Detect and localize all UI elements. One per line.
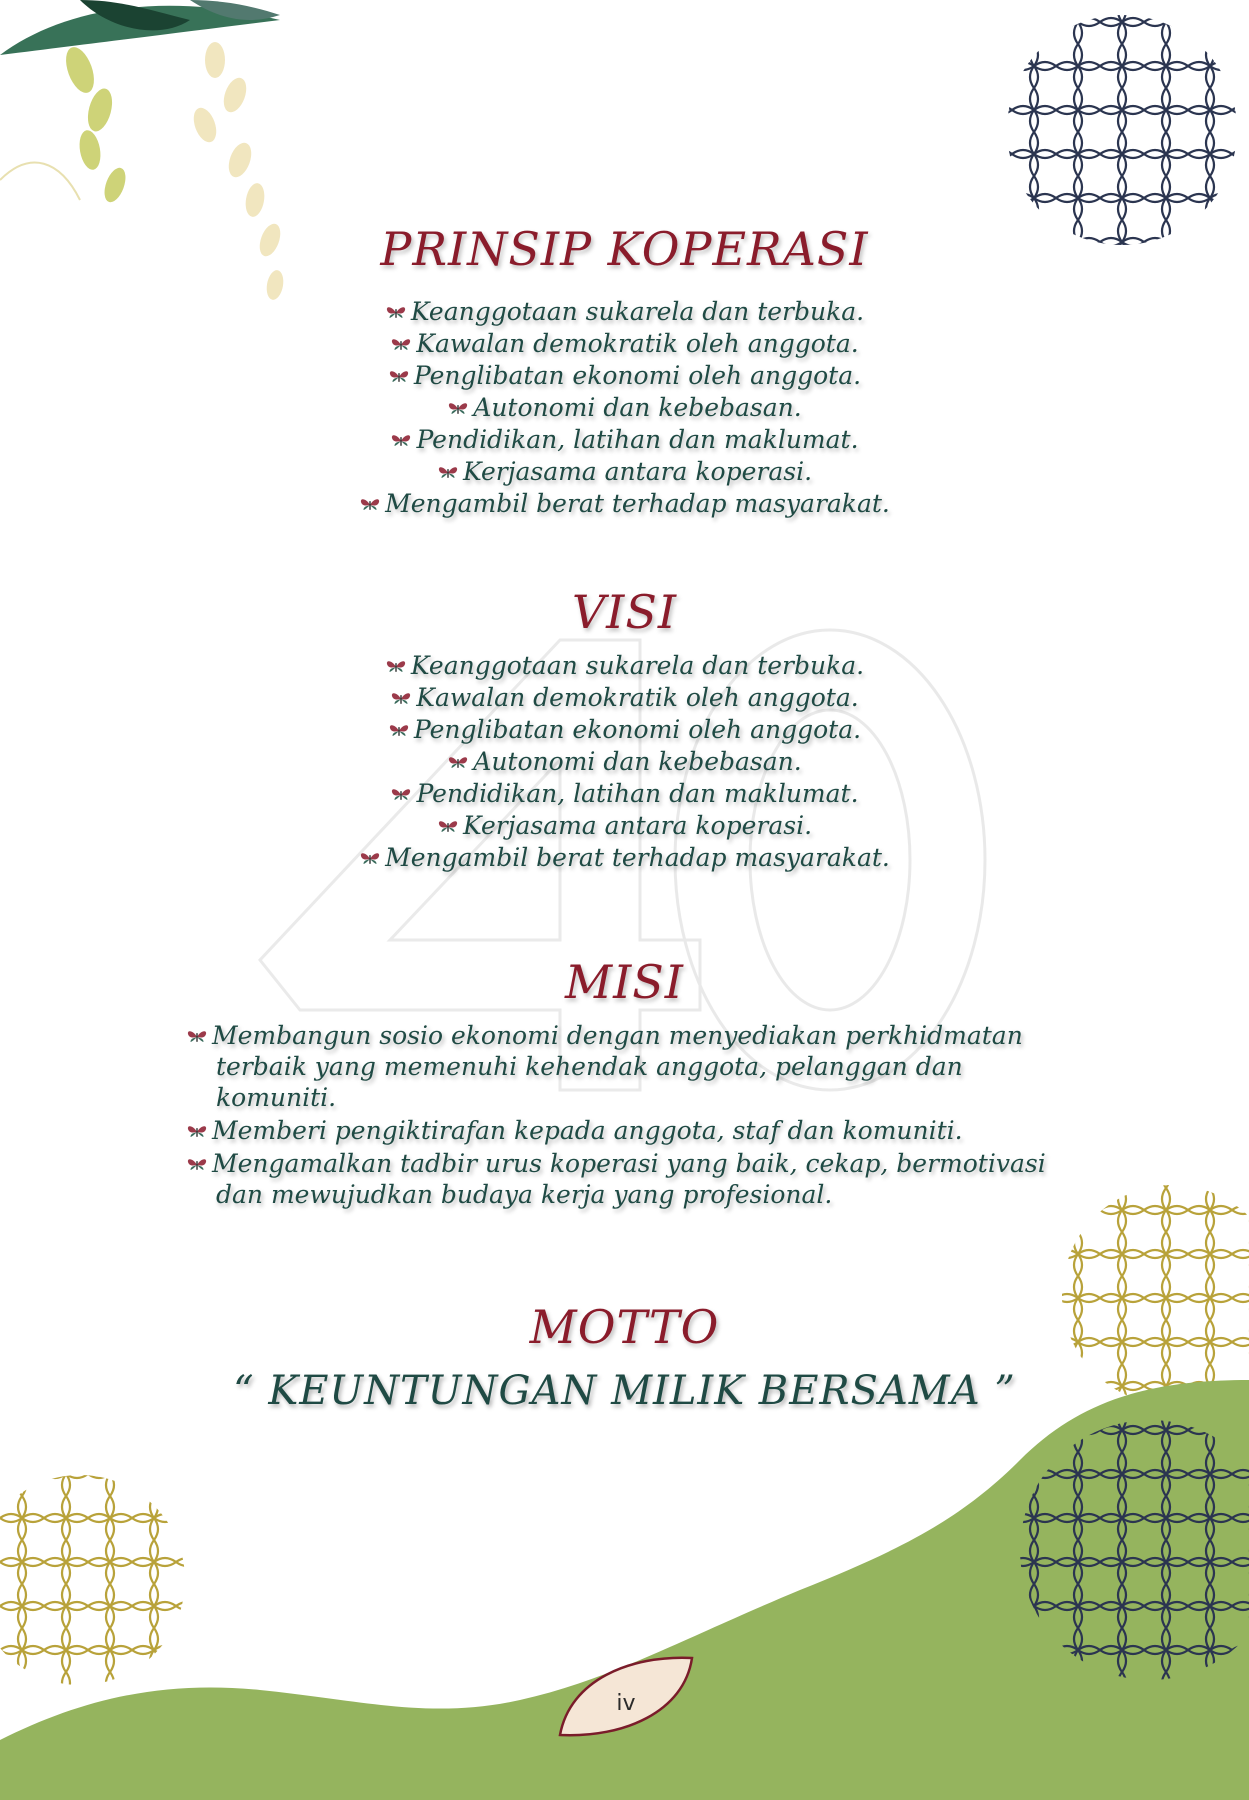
list-item: Penglibatan ekonomi oleh anggota. bbox=[0, 360, 1249, 392]
page-number: iv bbox=[616, 1691, 636, 1716]
list-item: Penglibatan ekonomi oleh anggota. bbox=[0, 714, 1249, 746]
butterfly-bullet-icon bbox=[390, 433, 412, 449]
butterfly-bullet-icon bbox=[186, 1124, 208, 1140]
butterfly-bullet-icon bbox=[437, 465, 459, 481]
misi-list bbox=[186, 1020, 1086, 1212]
list-item: Memberi pengiktirafan kepada anggota, staf dan komuniti. bbox=[186, 1115, 1086, 1146]
butterfly-bullet-icon bbox=[390, 691, 412, 707]
motto-heading: MOTTO bbox=[529, 1300, 720, 1354]
list-item: Autonomi dan kebebasan. bbox=[0, 746, 1249, 778]
misi-heading: MISI bbox=[565, 955, 684, 1009]
prinsip-list bbox=[0, 296, 1249, 520]
butterfly-bullet-icon bbox=[447, 755, 469, 771]
visi-heading: VISI bbox=[571, 585, 678, 639]
list-item: Pendidikan, latihan dan maklumat. bbox=[0, 778, 1249, 810]
visi-list bbox=[0, 650, 1249, 874]
butterfly-bullet-icon bbox=[437, 819, 459, 835]
butterfly-bullet-icon bbox=[186, 1157, 208, 1173]
list-item: Mengamalkan tadbir urus koperasi yang baik, cekap, bermotivasi dan mewujudkan budaya kerja yang profesional. bbox=[186, 1148, 1086, 1210]
list-item: Keanggotaan sukarela dan terbuka. bbox=[0, 296, 1249, 328]
butterfly-bullet-icon bbox=[390, 787, 412, 803]
butterfly-bullet-icon bbox=[385, 659, 407, 675]
list-item: Kawalan demokratik oleh anggota. bbox=[0, 328, 1249, 360]
prinsip-heading: PRINSIP KOPERASI bbox=[380, 222, 869, 276]
motto-text: “ KEUNTUNGAN MILIK BERSAMA ” bbox=[233, 1368, 1016, 1414]
list-item: Pendidikan, latihan dan maklumat. bbox=[0, 424, 1249, 456]
list-item: Mengambil berat terhadap masyarakat. bbox=[0, 842, 1249, 874]
butterfly-bullet-icon bbox=[385, 305, 407, 321]
list-item: Kawalan demokratik oleh anggota. bbox=[0, 682, 1249, 714]
butterfly-bullet-icon bbox=[359, 497, 381, 513]
butterfly-bullet-icon bbox=[390, 337, 412, 353]
list-item: Kerjasama antara koperasi. bbox=[0, 810, 1249, 842]
list-item: Keanggotaan sukarela dan terbuka. bbox=[0, 650, 1249, 682]
list-item: Mengambil berat terhadap masyarakat. bbox=[0, 488, 1249, 520]
list-item: Membangun sosio ekonomi dengan menyediakan perkhidmatan terbaik yang memenuhi kehendak anggota, pelanggan dan komuniti. bbox=[186, 1020, 1086, 1113]
butterfly-bullet-icon bbox=[186, 1029, 208, 1045]
list-item: Kerjasama antara koperasi. bbox=[0, 456, 1249, 488]
butterfly-bullet-icon bbox=[388, 369, 410, 385]
butterfly-bullet-icon bbox=[447, 401, 469, 417]
butterfly-bullet-icon bbox=[388, 723, 410, 739]
butterfly-bullet-icon bbox=[359, 851, 381, 867]
list-item: Autonomi dan kebebasan. bbox=[0, 392, 1249, 424]
